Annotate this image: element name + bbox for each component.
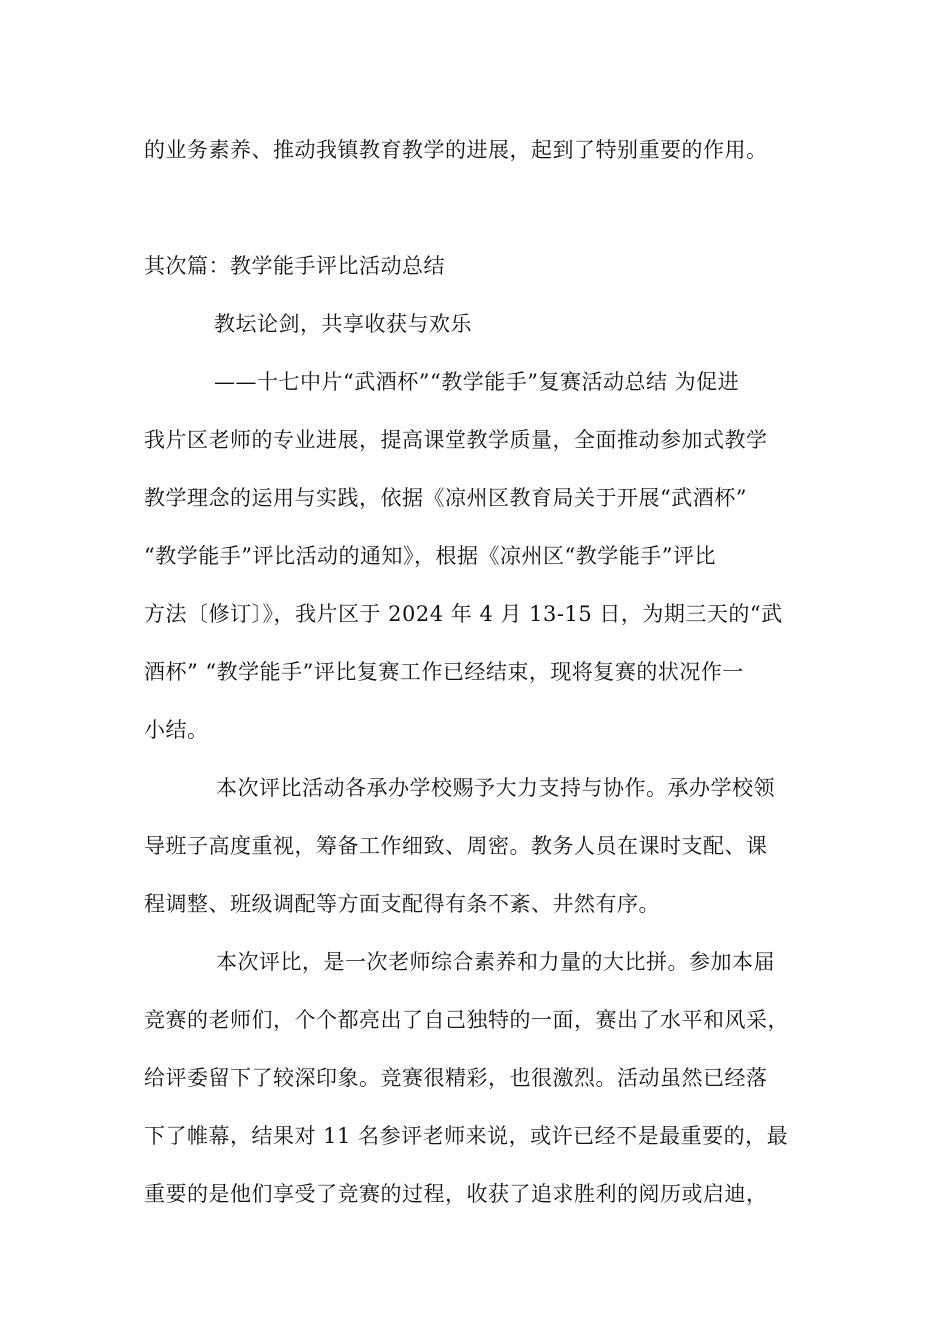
paragraph-line: 本次评比，是一次老师综合素养和力量的大比拼。参加本届 [216,950,775,974]
paragraph-line: 小结。 [144,718,209,742]
paragraph-line: 酒杯” “教学能手”评比复赛工作已经结束，现将复赛的状况作一 [144,660,744,684]
section-heading: 其次篇：教学能手评比活动总结 [144,254,445,278]
paragraph-line: 程调整、班级调配等方面支配得有条不紊、井然有序。 [144,892,660,916]
paragraph-line: 的业务素养、推动我镇教育教学的进展，起到了特别重要的作用。 [144,138,768,162]
paragraph-line: 给评委留下了较深印象。竞赛很精彩，也很激烈。活动虽然已经落 [144,1066,768,1090]
paragraph-line: 方法〔修订〕》，我片区于 2024 年 4 月 13-15 日，为期三天的“武 [144,602,783,626]
paragraph-line: 我片区老师的专业进展，提高课堂教学质量，全面推动参加式教学 [144,428,768,452]
paragraph-line: 下了帷幕，结果对 11 名参评老师来说，或许已经不是最重要的，最 [144,1124,789,1148]
article-subtitle-line: ——十七中片“武酒杯”“教学能手”复赛活动总结 为促进 [214,370,740,394]
paragraph-line: 本次评比活动各承办学校赐予大力支持与协作。承办学校领 [216,776,775,800]
paragraph-line: 导班子高度重视，筹备工作细致、周密。教务人员在课时支配、课 [144,834,768,858]
paragraph-line: “教学能手”评比活动的通知》，根据《凉州区“教学能手”评比 [144,544,716,568]
paragraph-line: 重要的是他们享受了竞赛的过程，收获了追求胜利的阅历或启迪， [144,1182,768,1206]
paragraph-line: 竞赛的老师们，个个都亮出了自己独特的一面，赛出了水平和风采， [144,1008,789,1032]
article-title: 教坛论剑，共享收获与欢乐 [214,312,472,336]
paragraph-line: 教学理念的运用与实践，依据《凉州区教育局关于开展“武酒杯” [144,486,747,510]
